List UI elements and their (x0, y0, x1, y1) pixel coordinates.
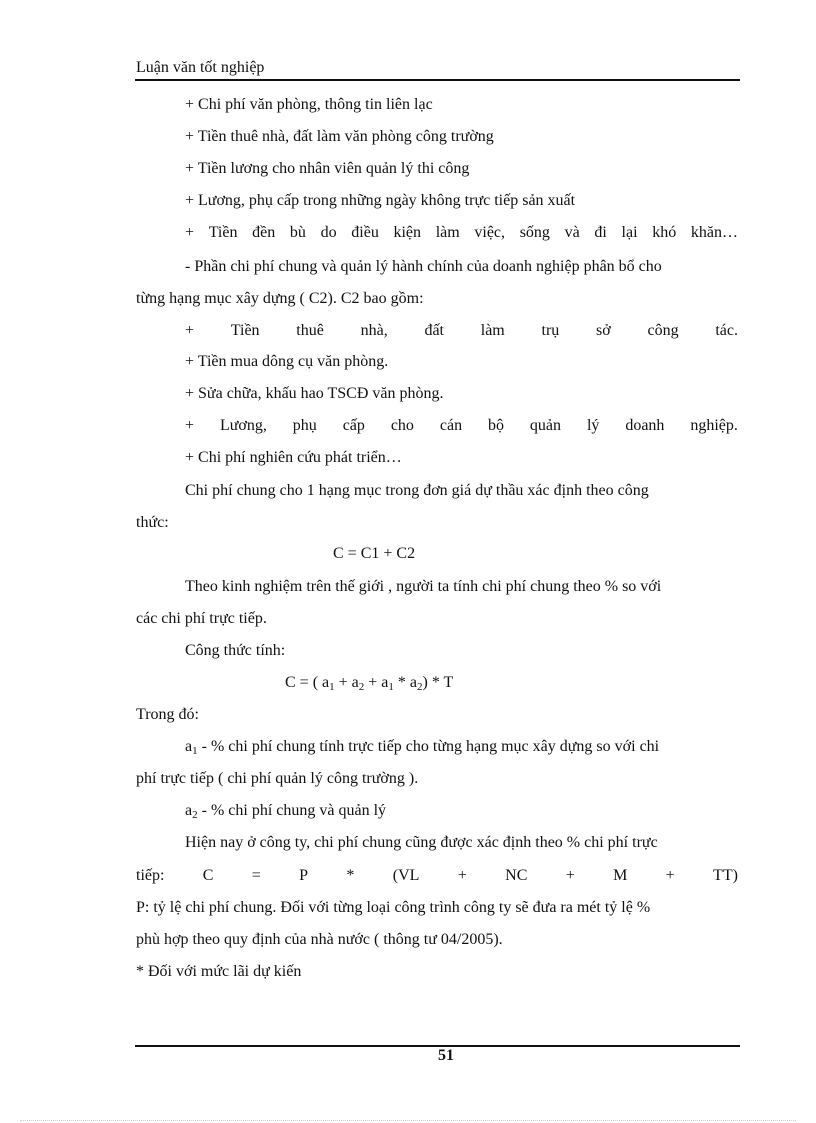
l5-word-10: và (564, 224, 580, 241)
l5-word-11: đi (594, 224, 607, 241)
l23-word-10: + (665, 867, 675, 884)
body-line-15: Theo kinh nghiệm trên thế giới , người ta tính chi phí chung theo % so với (185, 578, 662, 595)
body-line-11-justified (185, 416, 738, 436)
l23-word-4: * (346, 867, 355, 884)
l11-word-3: cấp (342, 417, 365, 434)
body-line-21: $a_2$ - % chi phí chung và quản lý (185, 802, 387, 821)
l11-word-1: Lương, (219, 417, 267, 434)
body-line-24: P: tỷ lệ chi phí chung. Đối với từng loại công trình công ty sẽ đưa ra mét tỷ lệ % (136, 899, 651, 916)
l11-word-0: + (185, 417, 195, 434)
l5-word-0: + (185, 224, 195, 241)
formula-c-equals-c1-plus-c2: C = C1 + C2 (333, 545, 416, 562)
page-number (0, 1046, 816, 1066)
l23-word-7: NC (505, 867, 528, 884)
l8-word-9: tác. (715, 322, 738, 339)
l5-word-5: điều (351, 224, 379, 241)
body-line-23-justified (136, 866, 738, 886)
body-line-26: * Đối với mức lãi dự kiến (136, 963, 302, 980)
body-line-2: + Tiền thuê nhà, đất làm văn phòng công trường (185, 128, 494, 145)
l11-word-4: cho (390, 417, 414, 434)
body-line-9: + Tiền mua dông cụ văn phòng. (185, 353, 389, 370)
page-number-text: 51 (438, 1047, 454, 1064)
body-line-10: + Sửa chữa, khấu hao TSCĐ văn phòng. (185, 385, 444, 402)
body-line-19: $a_1$ - % chi phí chung tính trực tiếp cho từng hạng mục xây dựng so với chi (185, 738, 660, 757)
page-bottom-dotted-edge (20, 1120, 796, 1121)
l8-word-0: + (185, 322, 195, 339)
body-line-25: phù hợp theo quy định của nhà nước ( thông tư 04/2005). (136, 931, 503, 948)
l11-word-5: cán (439, 417, 463, 434)
l11-word-6: bộ (487, 417, 504, 434)
running-header: Luận văn tốt nghiệp (136, 59, 265, 76)
header-rule (135, 79, 740, 81)
body-line-4: + Lương, phụ cấp trong những ngày không trực tiếp sản xuất (185, 192, 576, 209)
l5-word-4: do (320, 224, 337, 241)
l5-word-9: sống (519, 224, 550, 241)
l23-word-1: C (202, 867, 214, 884)
l5-word-3: bù (289, 224, 306, 241)
l23-word-5: (VL (392, 867, 420, 884)
l8-word-2: thuê (296, 322, 324, 339)
body-line-3: + Tiền lương cho nhân viên quản lý thi công (185, 160, 470, 177)
l23-word-0: tiếp: (136, 867, 165, 884)
l8-word-7: sở (596, 322, 611, 339)
l23-word-9: M (613, 867, 628, 884)
body-line-22: Hiện nay ở công ty, chi phí chung cũng được xác định theo % chi phí trực (185, 834, 658, 851)
l5-word-1: Tiền (208, 224, 238, 241)
l5-word-12: lại (621, 224, 638, 241)
body-line-16: các chi phí trực tiếp. (136, 610, 267, 627)
l8-word-4: đất (424, 322, 444, 339)
l23-word-11: TT) (713, 867, 738, 884)
l11-word-10: nghiệp. (690, 417, 738, 434)
l11-word-8: lý (586, 417, 600, 434)
body-line-20: phí trực tiếp ( chi phí quản lý công trường ). (136, 770, 419, 787)
l5-word-8: việc, (474, 224, 506, 241)
l11-word-7: quản (529, 417, 562, 434)
body-line-5-justified (185, 223, 738, 243)
body-line-7: từng hạng mục xây dựng ( C2). C2 bao gồm: (136, 290, 424, 307)
l5-word-6: kiện (393, 224, 422, 241)
l11-word-9: doanh (625, 417, 665, 434)
body-line-1: + Chi phí văn phòng, thông tin liên lạc (185, 96, 433, 113)
l8-word-3: nhà, (360, 322, 388, 339)
formula-general-cost: C = ( $a_1 + a_2 + a_1 * a_2) * T$ (285, 674, 454, 693)
l23-word-8: + (565, 867, 575, 884)
body-line-12: + Chi phí nghiên cứu phát triển… (185, 449, 402, 466)
l8-word-6: trụ (541, 322, 560, 339)
l5-word-13: khó (652, 224, 677, 241)
l8-word-8: công (647, 322, 679, 339)
body-line-6: - Phần chi phí chung và quản lý hành chính của doanh nghiệp phân bổ cho (185, 258, 662, 275)
body-line-14: thức: (136, 514, 169, 531)
body-line-18: Trong đó: (136, 706, 199, 723)
l5-word-7: làm (435, 224, 460, 241)
l5-word-2: đền (252, 224, 276, 241)
l8-word-5: làm (480, 322, 505, 339)
l8-word-1: Tiền (230, 322, 260, 339)
body-line-13: Chi phí chung cho 1 hạng mục trong đơn giá dự thầu xác định theo công (185, 482, 649, 499)
l23-word-2: = (251, 867, 261, 884)
l11-word-2: phụ (292, 417, 317, 434)
body-line-17: Công thức tính: (185, 642, 286, 659)
l23-word-6: + (457, 867, 467, 884)
l5-word-14: khăn… (690, 224, 738, 241)
body-line-8-justified (185, 321, 738, 341)
l23-word-3: P (299, 867, 309, 884)
